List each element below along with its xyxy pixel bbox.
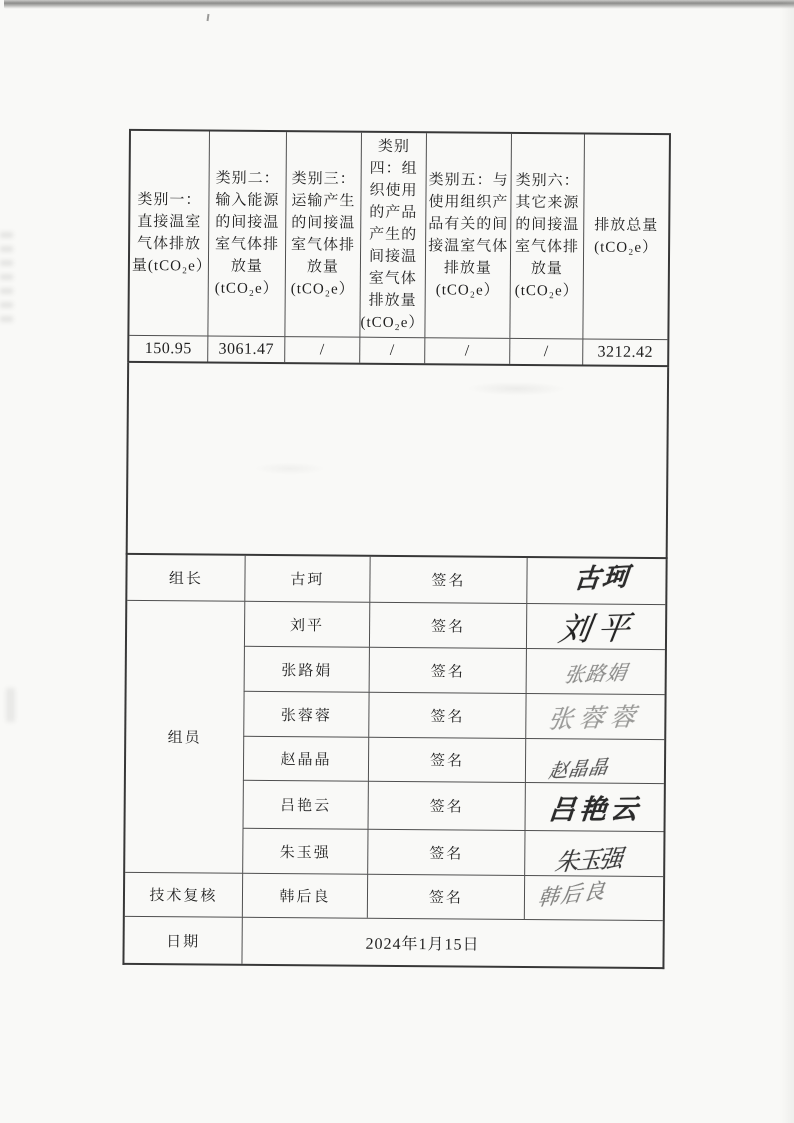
- ghg-report-page: [122, 129, 671, 969]
- scan-right-edge-shade: [780, 0, 794, 1123]
- emissions-value-category4: [359, 337, 424, 364]
- sign-label-cell: [369, 602, 526, 648]
- person-name: 赵晶晶: [280, 752, 332, 769]
- handwritten-signature: 韩后良: [536, 877, 608, 911]
- role-label-leader: [127, 555, 244, 601]
- role-label-date: [124, 916, 241, 964]
- person-name-cell: [243, 691, 368, 737]
- emissions-header-total: [582, 134, 669, 339]
- signature-cell: [526, 648, 665, 694]
- emissions-header-category3: [284, 132, 361, 337]
- handwritten-signature: 张蓉蓉: [547, 704, 644, 734]
- emissions-header-text: 类别六：其它来源的间接温室气体排放量(tCO₂e）: [514, 172, 580, 300]
- date-value-cell: [241, 917, 662, 967]
- person-name: 吕艳云: [280, 798, 332, 815]
- signature-cell: [525, 738, 664, 783]
- emissions-value-category6: [509, 338, 582, 365]
- person-name: 朱玉强: [279, 844, 331, 861]
- sign-label-cell: [369, 647, 526, 693]
- emissions-value-category1: [129, 335, 207, 362]
- emissions-header-category6: [509, 134, 584, 339]
- emissions-value-category2: [207, 335, 284, 362]
- emissions-value-text: /: [319, 340, 325, 358]
- role-text: 日期: [166, 933, 201, 950]
- emissions-value-text: /: [543, 342, 549, 360]
- person-name: 刘平: [290, 617, 325, 634]
- emissions-header-text: 类别二：输入能源的间接温室气体排放量(tCO₂e）: [214, 170, 280, 298]
- emissions-header-text: 类别一：直接温室气体排放量(tCO₂e）: [131, 191, 212, 275]
- emissions-value-text: /: [464, 342, 470, 360]
- sign-label: 签名: [428, 890, 464, 907]
- role-text: 组长: [168, 571, 204, 588]
- sign-label-cell: [367, 874, 524, 919]
- signature-cell: [525, 693, 664, 739]
- emissions-header-category1: [129, 131, 212, 336]
- emissions-header-text: 排放总量(tCO₂e）: [594, 217, 659, 257]
- sign-label: 签名: [429, 753, 465, 770]
- sign-label-cell: [367, 829, 524, 875]
- handwritten-signature: 古珂: [572, 562, 632, 594]
- emissions-value-text: 3212.42: [597, 343, 654, 361]
- sign-label-cell: [368, 692, 525, 738]
- emissions-header-text: 类别三：运输产生的间接温室气体排放量(tCO₂e）: [290, 171, 356, 298]
- role-label-members: [125, 600, 244, 873]
- emissions-value-category3: [284, 336, 359, 363]
- emissions-value-total: [582, 338, 667, 365]
- signature-cell: [526, 558, 665, 604]
- scan-bleedthrough-mark: [0, 232, 13, 324]
- handwritten-signature: 张路娟: [562, 661, 629, 687]
- emissions-header-text: 类别五：与使用组织产品有关的间接温室气体排放量(tCO₂e）: [428, 172, 509, 299]
- emissions-value-category5: [424, 337, 509, 364]
- handwritten-signature: 吕艳云: [546, 794, 643, 826]
- person-name-cell: [242, 873, 367, 918]
- signature-cell: [526, 603, 665, 649]
- scan-speck: [207, 14, 210, 21]
- date-value: 2024年1月15日: [365, 935, 480, 954]
- person-name-cell: [244, 601, 369, 647]
- sign-label-cell: [368, 781, 525, 830]
- person-name: 韩后良: [279, 889, 331, 906]
- person-name-cell: [244, 556, 369, 602]
- person-name-cell: [243, 736, 368, 781]
- emissions-value-text: 3061.47: [218, 340, 275, 358]
- emissions-header-category5: [424, 133, 511, 338]
- role-label-reviewer: [125, 872, 242, 917]
- sign-label: 签名: [430, 663, 465, 681]
- sign-label-cell: [369, 557, 526, 603]
- person-name-cell: [243, 780, 368, 829]
- sign-label: 签名: [431, 618, 466, 636]
- emissions-summary-table: [127, 129, 671, 367]
- emissions-header-category2: [207, 131, 286, 336]
- person-name-cell: [242, 828, 367, 874]
- role-text: 技术复核: [149, 888, 218, 905]
- sign-label: 签名: [429, 845, 464, 863]
- emissions-value-text: /: [389, 341, 395, 359]
- person-name-cell: [244, 646, 369, 692]
- sign-label: 签名: [431, 573, 466, 590]
- person-name: 张路娟: [281, 662, 333, 679]
- person-name: 张蓉蓉: [280, 707, 332, 724]
- emissions-value-text: 150.95: [144, 339, 192, 357]
- sign-label: 签名: [429, 799, 464, 816]
- role-text: 组员: [167, 730, 202, 747]
- empty-notes-cell: [126, 363, 669, 559]
- signature-cell: [524, 875, 663, 920]
- handwritten-signature: 刘平: [556, 609, 640, 648]
- person-name: 古珂: [290, 572, 325, 589]
- handwritten-signature: 赵晶晶: [546, 756, 611, 784]
- emissions-header-category4: [359, 133, 426, 338]
- signature-cell: [524, 830, 663, 876]
- signature-cell: [525, 782, 664, 831]
- handwritten-signature: 朱玉强: [553, 845, 623, 877]
- sign-label-cell: [368, 737, 525, 782]
- sign-label: 签名: [430, 708, 465, 726]
- scan-top-edge-artifact: [4, 0, 794, 9]
- signoff-table: [122, 555, 667, 969]
- scan-bleedthrough-mark: [6, 688, 15, 722]
- emissions-header-text: 类别四：组织使用的产品产生的间接温室气体排放量(tCO₂e）: [360, 138, 425, 332]
